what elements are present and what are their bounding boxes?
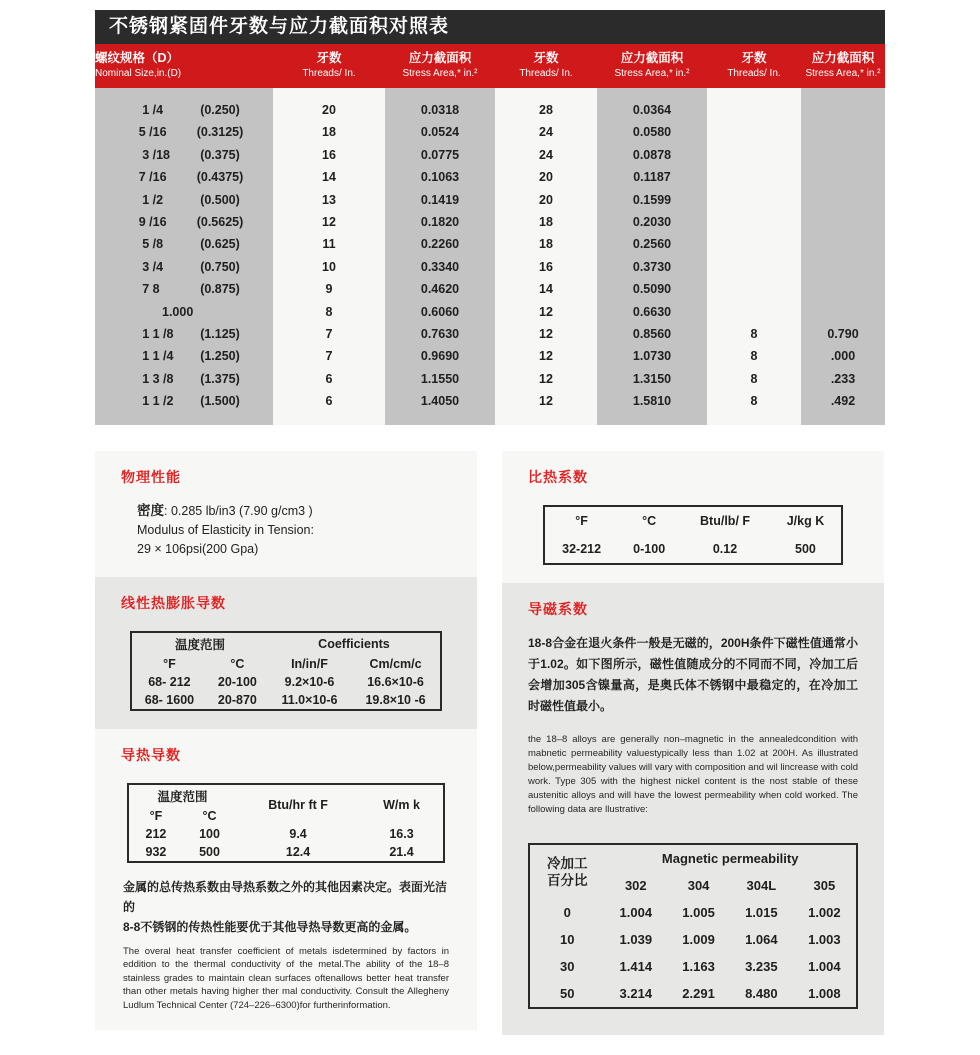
table-row — [544, 506, 842, 535]
cell-threads-2: 24 — [495, 121, 597, 143]
table-row — [131, 673, 441, 691]
table-row — [95, 368, 885, 390]
panel-thermal-expansion — [95, 577, 477, 729]
cell-stress-area-2: 0.2030 — [597, 211, 707, 233]
table-row — [128, 825, 444, 843]
cell-nominal-size — [95, 99, 273, 121]
cell-stress-area-3 — [801, 121, 885, 143]
expansion-sub-cmcmc: Cm/cm/c — [369, 656, 422, 671]
cell-threads-2: 12 — [495, 368, 597, 390]
cell-cold-work-pct: 30 — [559, 958, 575, 974]
cell-nominal-size — [95, 345, 273, 367]
table-body — [95, 88, 885, 425]
magnetic-col-305: 305 — [813, 877, 836, 893]
table-row — [95, 278, 885, 300]
size-decimal: (1.125) — [200, 327, 240, 342]
header-stress-area-1: 应力截面积 Stress Area,* in.² — [385, 44, 495, 88]
cell-permeability: 1.002 — [808, 904, 841, 920]
size-decimal: (0.375) — [200, 147, 240, 162]
cell-nominal-size — [95, 211, 273, 233]
cell-threads-3 — [707, 233, 801, 255]
spacer-cell — [495, 88, 597, 99]
table-row — [95, 345, 885, 367]
size-decimal: (1.250) — [200, 349, 240, 364]
spacer-cell — [95, 413, 273, 425]
header-stress-area-2: 应力截面积 Stress Area,* in.² — [597, 44, 707, 88]
table-row — [95, 256, 885, 278]
size-fraction: 1 /4 — [142, 103, 164, 117]
size-fraction: 1 3 /8 — [142, 371, 174, 386]
cell-stress-area-2: 0.1599 — [597, 189, 707, 211]
cell: 11.0×10-6 — [281, 692, 338, 707]
cell-threads-1: 13 — [273, 189, 385, 211]
specific-heat-head-btu: Btu/lb/ F — [700, 513, 751, 528]
cell-threads-3 — [707, 211, 801, 233]
header-threads-3: 牙数 Threads/ In. — [707, 44, 801, 88]
cell: 0.12 — [712, 541, 738, 556]
thermal-conductivity-table — [127, 783, 445, 863]
cell-threads-3 — [707, 99, 801, 121]
page-title: 不锈钢紧固件牙数与应力截面积对照表 — [95, 10, 885, 44]
table-row — [95, 301, 885, 323]
cell-threads-2: 18 — [495, 233, 597, 255]
cell-stress-area-1: 0.1820 — [385, 211, 495, 233]
table-row — [95, 166, 885, 188]
footnote-cn-line-2: 8-8不锈钢的传热性能要优于其他导热导数更高的金属。 — [123, 919, 417, 934]
size-decimal: (0.250) — [200, 103, 240, 117]
cell-nominal-size — [95, 278, 273, 300]
physical-properties-body — [137, 501, 457, 559]
spacer-cell — [95, 88, 273, 99]
cell: 20-870 — [217, 692, 257, 707]
cell-nominal-size — [95, 144, 273, 166]
conductivity-group-temp: 温度范围 — [157, 789, 208, 804]
specific-heat-title: 比热系数 — [528, 468, 588, 485]
cell-stress-area-2: 1.5810 — [597, 390, 707, 412]
spacer-cell — [597, 413, 707, 425]
cell: 19.8×10 -6 — [365, 692, 426, 707]
cell-nominal-size — [95, 301, 273, 323]
table-row — [128, 784, 444, 807]
cell-stress-area-1: 1.4050 — [385, 390, 495, 412]
cell-threads-2: 16 — [495, 256, 597, 278]
magnetic-permeability-table — [528, 843, 858, 1009]
expansion-group-coeff: Coefficients — [318, 636, 390, 651]
modulus-line-2: 29 × 106psi(200 Gpa) — [137, 541, 259, 556]
panel-magnetic-permeability — [502, 583, 884, 1035]
cell: 9.2×10-6 — [284, 674, 335, 689]
cell-permeability: 8.480 — [745, 985, 778, 1001]
cell-threads-1: 20 — [273, 99, 385, 121]
table-row — [95, 189, 885, 211]
cell-stress-area-1: 0.1419 — [385, 189, 495, 211]
size-fraction: 9 /16 — [138, 215, 167, 230]
size-fraction: 1.000 — [162, 304, 194, 319]
cell-stress-area-2: 0.8560 — [597, 323, 707, 345]
cell-threads-3 — [707, 278, 801, 300]
header-threads-2: 牙数 Threads/ In. — [495, 44, 597, 88]
magnetic-group-header: Magnetic permeability — [661, 850, 799, 866]
cell-stress-area-2: 0.0580 — [597, 121, 707, 143]
table-row — [529, 844, 857, 872]
cell-threads-2: 28 — [495, 99, 597, 121]
size-fraction: 7 /16 — [138, 170, 167, 185]
thermal-expansion-title: 线性热膨胀导数 — [121, 594, 226, 611]
cell-stress-area-3 — [801, 278, 885, 300]
cell-threads-2: 12 — [495, 323, 597, 345]
right-column — [502, 451, 884, 1035]
cell: 0-100 — [633, 541, 666, 556]
cell: 932 — [145, 844, 167, 859]
cell-nominal-size — [95, 323, 273, 345]
modulus-line-1: Modulus of Elasticity in Tension: — [137, 522, 314, 537]
cell-threads-1: 10 — [273, 256, 385, 278]
cell-stress-area-1: 0.2260 — [385, 233, 495, 255]
cell-permeability: 1.064 — [745, 931, 778, 947]
cell-permeability: 1.008 — [808, 985, 841, 1001]
cell-threads-1: 8 — [273, 301, 385, 323]
cell-stress-area-2: 0.2560 — [597, 233, 707, 255]
cell-threads-1: 7 — [273, 345, 385, 367]
panel-physical-properties — [95, 451, 477, 577]
size-decimal: (1.375) — [200, 371, 240, 386]
cell: 500 — [199, 844, 220, 859]
header-threads-1: 牙数 Threads/ In. — [273, 44, 385, 88]
cell-nominal-size — [95, 256, 273, 278]
cell-stress-area-3 — [801, 166, 885, 188]
expansion-sub-f: °F — [163, 656, 176, 671]
thermal-expansion-table — [130, 631, 442, 711]
cell-threads-2: 12 — [495, 390, 597, 412]
cell-threads-2: 14 — [495, 278, 597, 300]
cell-threads-1: 7 — [273, 323, 385, 345]
cell-permeability: 1.009 — [682, 931, 715, 947]
spacer-cell — [707, 413, 801, 425]
specific-heat-head-c: °C — [642, 513, 657, 528]
cell-threads-1: 6 — [273, 390, 385, 412]
cell-threads-3 — [707, 144, 801, 166]
cell-stress-area-3 — [801, 99, 885, 121]
size-fraction: 3 /18 — [142, 147, 170, 162]
cell-threads-3 — [707, 301, 801, 323]
cell-threads-3 — [707, 256, 801, 278]
cell-stress-area-3 — [801, 301, 885, 323]
magnetic-col-302: 302 — [624, 877, 647, 893]
cell-threads-3 — [707, 189, 801, 211]
expansion-sub-ininf: In/in/F — [291, 656, 328, 671]
cell-nominal-size — [95, 368, 273, 390]
cell-nominal-size — [95, 121, 273, 143]
spacer-cell — [597, 88, 707, 99]
cell-nominal-size — [95, 233, 273, 255]
cell: 100 — [199, 826, 220, 841]
table-row — [95, 99, 885, 121]
cell-threads-3 — [707, 121, 801, 143]
cell-cold-work-pct: 10 — [559, 931, 575, 947]
spacer-cell — [273, 88, 385, 99]
cell-stress-area-3: 0.790 — [801, 323, 885, 345]
thermal-conductivity-title: 导热导数 — [121, 746, 181, 763]
conductivity-head-btu: Btu/hr ft F — [268, 797, 328, 812]
table-row — [95, 121, 885, 143]
spacer-cell — [273, 413, 385, 425]
size-decimal: (1.500) — [200, 394, 240, 409]
conductivity-footnote-en: The overal heat transfer coefficient of metals isdetermined by factors in eddition to the thermal conductivity of the metal.The ability of the 18–8 stainless grades to maintain clean surfaces oftenallows better heat transfer than other metals having higher ther mal conductivity. Consult the Allegheny Ludlum Technical Center (724–226–6300)for furtherinformation. — [123, 945, 449, 1011]
cell-stress-area-2: 0.0878 — [597, 144, 707, 166]
cell-threads-1: 11 — [273, 233, 385, 255]
document-page — [95, 10, 885, 1035]
cell-cold-work-pct: 50 — [559, 985, 575, 1001]
table-row — [131, 632, 441, 655]
size-fraction: 5 /8 — [142, 237, 164, 252]
cell-threads-2: 18 — [495, 211, 597, 233]
cell-threads-2: 20 — [495, 166, 597, 188]
left-column — [95, 451, 477, 1035]
size-fraction: 1 /2 — [142, 192, 164, 207]
cell-stress-area-2: 0.1187 — [597, 166, 707, 188]
cell-stress-area-3 — [801, 144, 885, 166]
size-fraction: 5 /16 — [138, 125, 167, 140]
cell-permeability: 1.005 — [682, 904, 715, 920]
cell-stress-area-1: 1.1550 — [385, 368, 495, 390]
cell-stress-area-3: .233 — [801, 368, 885, 390]
conductivity-head-f: °F — [149, 808, 163, 823]
cell-permeability: 2.291 — [682, 985, 715, 1001]
cell-stress-area-1: 0.6060 — [385, 301, 495, 323]
cell-permeability: 1.163 — [682, 958, 715, 974]
table-spacer-row — [95, 413, 885, 425]
cell-nominal-size — [95, 390, 273, 412]
conductivity-head-c: °C — [202, 808, 217, 823]
density-label: 密度 — [137, 502, 164, 518]
cell-stress-area-3: .492 — [801, 390, 885, 412]
table-row — [529, 926, 857, 953]
magnetic-body-cn: 18-8合金在退火条件一般是无磁的，200H条件下磁性值通常小于1.02。如下图所示，磁性值随成分的不同而不同，冷加工后会增加305含镍量高，是奥氏体不锈钢中最稳定的，在冷加工时磁性值最小。 — [528, 635, 858, 713]
table-row — [544, 535, 842, 564]
properties-region — [95, 451, 885, 1035]
density-value: : 0.285 lb/in3 (7.90 g/cm3 ) — [164, 503, 313, 518]
magnetic-title: 导磁系数 — [528, 600, 588, 617]
density-line — [137, 501, 457, 521]
magnetic-table-body — [529, 899, 857, 1008]
expansion-sub-c: °C — [230, 656, 245, 671]
cell: 12.4 — [285, 844, 311, 859]
cell-stress-area-1: 0.0524 — [385, 121, 495, 143]
cell: 500 — [795, 541, 816, 556]
cell-threads-1: 9 — [273, 278, 385, 300]
cell: 16.3 — [389, 826, 414, 841]
size-decimal: (0.5625) — [196, 215, 244, 230]
size-decimal: (0.875) — [200, 282, 240, 297]
conductivity-footnote-cn — [123, 877, 449, 937]
cell-stress-area-1: 0.4620 — [385, 278, 495, 300]
cell-threads-1: 18 — [273, 121, 385, 143]
cell-stress-area-2: 0.3730 — [597, 256, 707, 278]
cell: 212 — [145, 826, 167, 841]
panel-thermal-conductivity — [95, 729, 477, 1031]
cell-threads-1: 14 — [273, 166, 385, 188]
cell-permeability: 1.003 — [808, 931, 841, 947]
cell-stress-area-3 — [801, 211, 885, 233]
spacer-cell — [707, 88, 801, 99]
cell-threads-3 — [707, 166, 801, 188]
cell: 68- 1600 — [144, 692, 195, 707]
cell-permeability: 1.004 — [619, 904, 653, 920]
size-fraction: 1 1 /2 — [142, 394, 174, 409]
cell-threads-3: 8 — [707, 390, 801, 412]
cell-stress-area-1: 0.7630 — [385, 323, 495, 345]
cell-threads-1: 16 — [273, 144, 385, 166]
cell-threads-3: 8 — [707, 368, 801, 390]
table-row — [529, 899, 857, 926]
thread-stress-area-table — [95, 44, 885, 425]
table-row — [131, 691, 441, 710]
conductivity-head-wmk: W/m k — [383, 797, 420, 812]
specific-heat-table — [543, 505, 843, 565]
size-fraction: 1 1 /8 — [142, 327, 174, 342]
cell-threads-1: 6 — [273, 368, 385, 390]
magnetic-body-en: the 18–8 alloys are generally non–magnetic in the annealedcondition with mabnetic permeability valuestypically less than 1.02 at 200H. As illustrated below,permeability values will vary with composition and wil lincrease with cold work. Type 305 with the highest nickel content is the nost stable of these austenitic alloys and will have the lowest permeability when cold worked. The following data are llustrative: — [528, 733, 859, 815]
cell-stress-area-3 — [801, 189, 885, 211]
cell-threads-1: 12 — [273, 211, 385, 233]
size-fraction: 3 /4 — [142, 259, 164, 274]
cell: 32-212 — [562, 541, 602, 556]
table-row — [128, 843, 444, 862]
expansion-group-temp: 温度范围 — [174, 637, 225, 652]
cell-nominal-size — [95, 189, 273, 211]
spacer-cell — [801, 413, 885, 425]
magnetic-col-304: 304 — [687, 877, 710, 893]
table-row — [95, 390, 885, 412]
cell: 21.4 — [389, 844, 414, 859]
panel-specific-heat — [502, 451, 884, 583]
table-row — [131, 655, 441, 673]
specific-heat-head-jkg: J/kg K — [786, 513, 825, 528]
cell: 68- 212 — [148, 674, 191, 689]
row-header-line-1: 冷加工 — [546, 855, 588, 871]
magnetic-col-304l: 304L — [746, 877, 777, 893]
cell-permeability: 1.015 — [745, 904, 778, 920]
cell-stress-area-3 — [801, 233, 885, 255]
cell-stress-area-2: 1.3150 — [597, 368, 707, 390]
cell-stress-area-2: 0.6630 — [597, 301, 707, 323]
spacer-cell — [495, 413, 597, 425]
size-fraction: 7 8 — [142, 282, 160, 297]
cell-permeability: 1.414 — [619, 958, 653, 974]
table-row — [529, 953, 857, 980]
cell-stress-area-1: 0.1063 — [385, 166, 495, 188]
cell-threads-2: 12 — [495, 345, 597, 367]
cell-stress-area-1: 0.0775 — [385, 144, 495, 166]
header-stress-area-3: 应力截面积 Stress Area,* in.² — [801, 44, 885, 88]
cell-stress-area-3: .000 — [801, 345, 885, 367]
spacer-cell — [385, 413, 495, 425]
footnote-cn-line-1: 金属的总传热系数由导热系数之外的其他因素决定。表面光洁的 — [123, 879, 448, 914]
cell-permeability: 3.214 — [619, 985, 653, 1001]
size-fraction: 1 1 /4 — [142, 349, 174, 364]
header-nominal-size: 螺纹规格（D） Nominal Size,in.(D) — [95, 44, 273, 88]
spacer-cell — [385, 88, 495, 99]
spacer-cell — [801, 88, 885, 99]
cell-threads-2: 12 — [495, 301, 597, 323]
cell-stress-area-2: 0.5090 — [597, 278, 707, 300]
table-row — [95, 211, 885, 233]
size-decimal: (0.500) — [200, 192, 240, 207]
cell-permeability: 1.039 — [619, 931, 653, 947]
cell-stress-area-2: 0.0364 — [597, 99, 707, 121]
magnetic-row-header-cn — [529, 844, 604, 899]
table-row — [95, 144, 885, 166]
size-decimal: (0.750) — [200, 259, 240, 274]
size-decimal: (0.625) — [200, 237, 240, 252]
table-spacer-row — [95, 88, 885, 99]
table-row — [95, 323, 885, 345]
cell: 16.6×10-6 — [367, 674, 424, 689]
table-row — [529, 980, 857, 1008]
cell: 20-100 — [217, 674, 257, 689]
size-decimal: (0.3125) — [196, 125, 244, 140]
cell-stress-area-1: 0.0318 — [385, 99, 495, 121]
cell-stress-area-2: 1.0730 — [597, 345, 707, 367]
cell-nominal-size — [95, 166, 273, 188]
physical-properties-title: 物理性能 — [121, 468, 181, 485]
cell-cold-work-pct: 0 — [563, 904, 571, 920]
size-decimal: (0.4375) — [196, 170, 244, 185]
cell-stress-area-1: 0.3340 — [385, 256, 495, 278]
specific-heat-head-f: °F — [575, 513, 588, 528]
table-header — [95, 44, 885, 88]
cell-stress-area-3 — [801, 256, 885, 278]
cell-threads-3: 8 — [707, 323, 801, 345]
cell-permeability: 1.004 — [808, 958, 841, 974]
cell-threads-3: 8 — [707, 345, 801, 367]
cell: 9.4 — [289, 826, 307, 841]
cell-permeability: 3.235 — [745, 958, 778, 974]
cell-threads-2: 20 — [495, 189, 597, 211]
cell-stress-area-1: 0.9690 — [385, 345, 495, 367]
row-header-line-2: 百分比 — [546, 872, 588, 888]
table-row — [95, 233, 885, 255]
cell-threads-2: 24 — [495, 144, 597, 166]
